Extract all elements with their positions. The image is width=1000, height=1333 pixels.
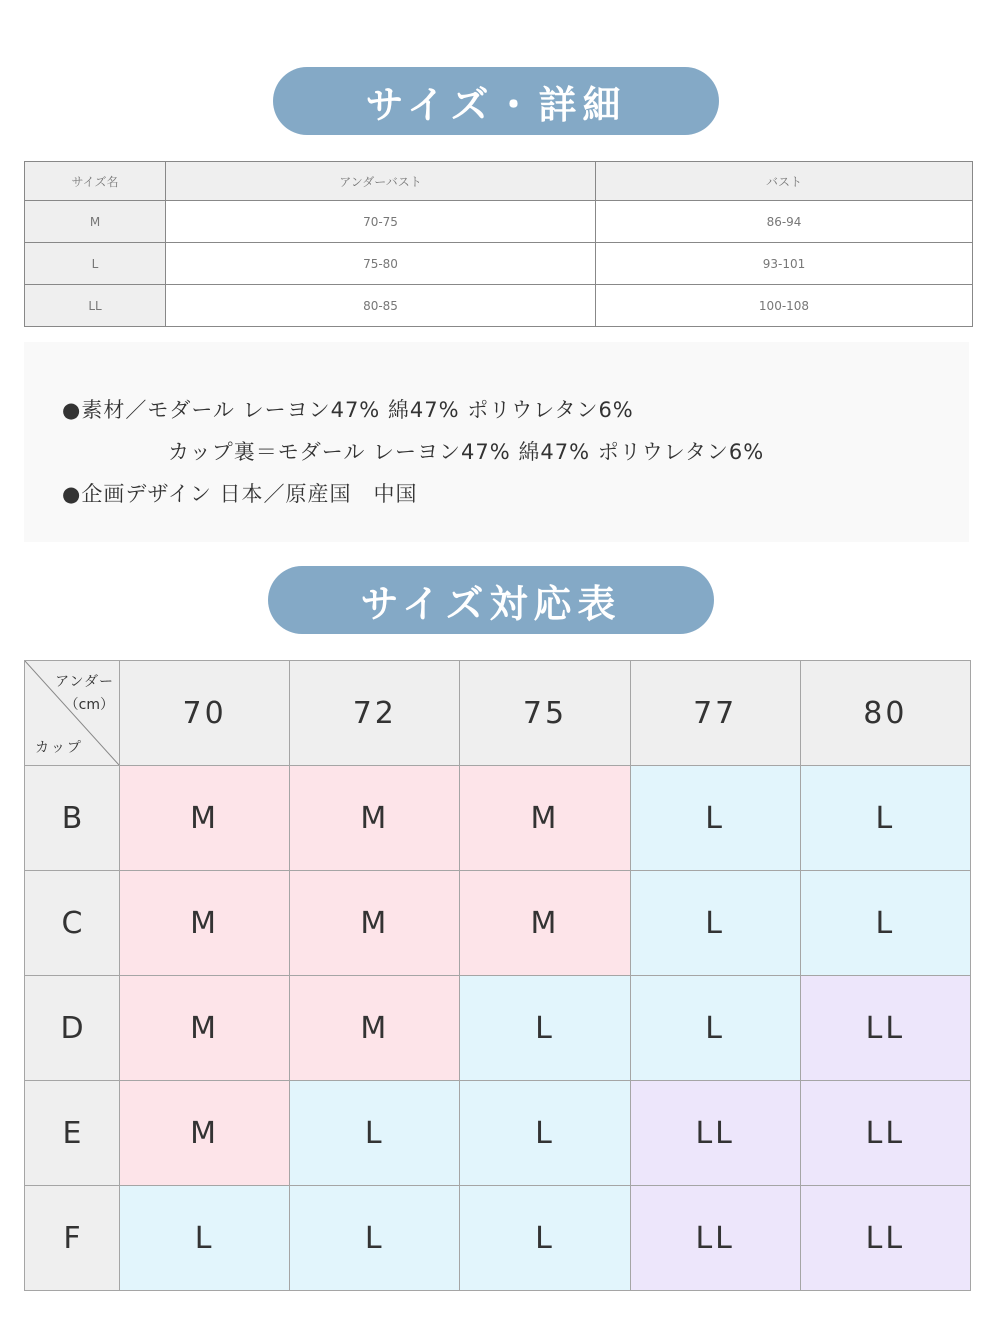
detail-under-cell: 80-85: [166, 285, 596, 327]
size-cell: M: [290, 976, 460, 1081]
size-cell: M: [290, 766, 460, 871]
under-size-header: 75: [460, 661, 630, 766]
size-cell: M: [120, 1081, 290, 1186]
size-cell: L: [460, 1186, 630, 1291]
corner-cup-label: カップ: [35, 740, 83, 756]
size-chart-table: [24, 660, 971, 1291]
size-cell: LL: [800, 1081, 970, 1186]
size-cell: M: [120, 871, 290, 976]
size-cell: L: [460, 976, 630, 1081]
detail-bust-cell: 86-94: [596, 201, 973, 243]
size-cell: L: [630, 871, 800, 976]
detail-row: [25, 285, 973, 327]
size-detail-banner: [273, 67, 719, 135]
size-detail-title: サイズ・詳細: [365, 81, 627, 127]
size-cell: L: [460, 1081, 630, 1186]
size-cell: M: [120, 766, 290, 871]
size-cell: L: [120, 1186, 290, 1291]
detail-size-cell: LL: [25, 285, 166, 327]
size-cell: L: [290, 1081, 460, 1186]
detail-header-size: サイズ名: [25, 162, 166, 201]
detail-under-cell: 75-80: [166, 243, 596, 285]
under-size-header: 77: [630, 661, 800, 766]
under-size-header: 80: [800, 661, 970, 766]
detail-header-under: アンダーバスト: [166, 162, 596, 201]
detail-row: [25, 201, 973, 243]
cup-label: E: [25, 1081, 120, 1186]
size-chart-title: サイズ対応表: [360, 580, 622, 626]
size-cell: LL: [800, 1186, 970, 1291]
chart-corner-cell: [25, 661, 120, 766]
size-cell: L: [800, 766, 970, 871]
detail-bust-cell: 100-108: [596, 285, 973, 327]
size-cell: M: [290, 871, 460, 976]
size-cell: M: [120, 976, 290, 1081]
chart-row-b: [25, 766, 971, 871]
under-size-header: 72: [290, 661, 460, 766]
size-cell: LL: [630, 1186, 800, 1291]
size-cell: L: [290, 1186, 460, 1291]
size-cell: LL: [630, 1081, 800, 1186]
corner-under-label: アンダー: [55, 674, 114, 690]
size-cell: L: [630, 766, 800, 871]
size-chart-banner: [268, 566, 714, 634]
chart-row-f: [25, 1186, 971, 1291]
chart-row-d: [25, 976, 971, 1081]
chart-row-e: [25, 1081, 971, 1186]
size-cell: L: [800, 871, 970, 976]
corner-unit-label: （cm）: [64, 697, 114, 713]
size-cell: M: [460, 871, 630, 976]
cup-label: F: [25, 1186, 120, 1291]
detail-bust-cell: 93-101: [596, 243, 973, 285]
material-line: ●素材／モダール レーヨン47% 綿47% ポリウレタン6%: [62, 398, 634, 422]
chart-row-c: [25, 871, 971, 976]
detail-size-cell: M: [25, 201, 166, 243]
origin-line: ●企画デザイン 日本／原産国 中国: [62, 482, 418, 506]
detail-header-row: [25, 162, 973, 201]
detail-size-cell: L: [25, 243, 166, 285]
detail-under-cell: 70-75: [166, 201, 596, 243]
detail-header-bust: バスト: [596, 162, 973, 201]
size-detail-table: [24, 161, 973, 327]
under-size-header: 70: [120, 661, 290, 766]
material-cup-lining-line: カップ裏＝モダール レーヨン47% 綿47% ポリウレタン6%: [168, 440, 765, 464]
size-cell: M: [460, 766, 630, 871]
size-cell: L: [630, 976, 800, 1081]
cup-label: C: [25, 871, 120, 976]
material-info-box: [24, 342, 969, 542]
cup-label: B: [25, 766, 120, 871]
detail-row: [25, 243, 973, 285]
chart-header-row: [25, 661, 971, 766]
size-cell: LL: [800, 976, 970, 1081]
cup-label: D: [25, 976, 120, 1081]
